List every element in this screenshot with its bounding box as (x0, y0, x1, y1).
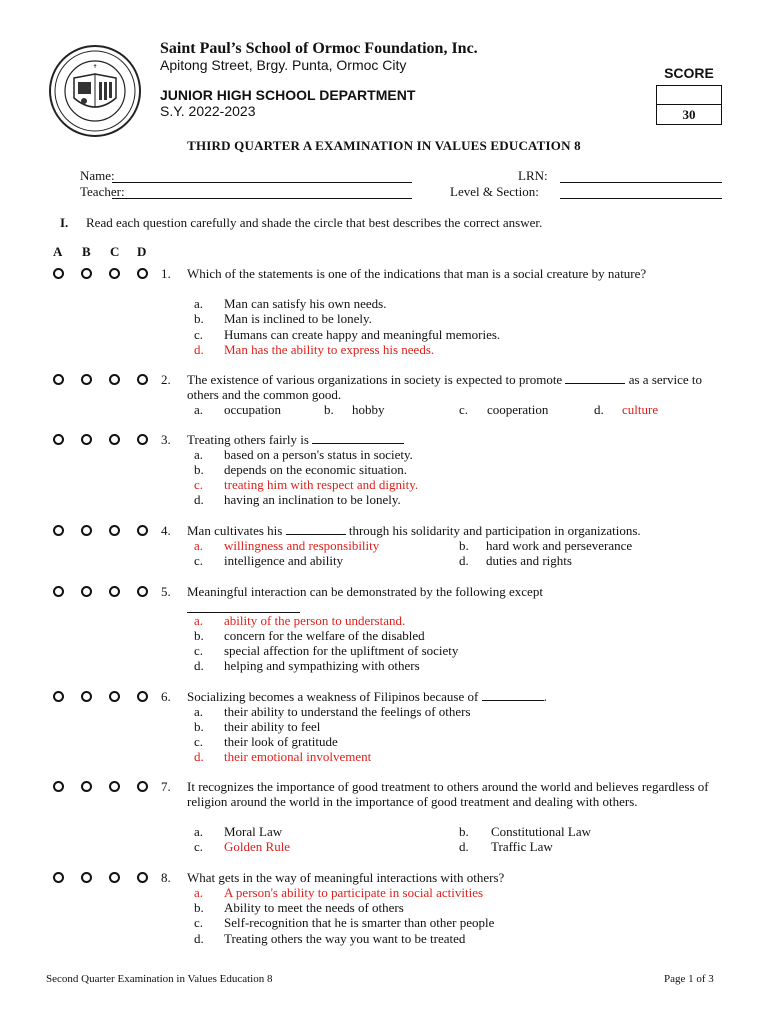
score-blank[interactable] (657, 86, 721, 105)
bubble-q4-d[interactable] (137, 525, 148, 536)
option-c: c. cooperation (459, 402, 549, 417)
bubble-q3-a[interactable] (53, 434, 64, 445)
footer-exam-name: Second Quarter Examination in Values Education 8 (46, 973, 273, 985)
option-a: a. based on a person's status in society. (194, 447, 413, 462)
bubble-q2-a[interactable] (53, 374, 64, 385)
bubble-q6-c[interactable] (109, 691, 120, 702)
exam-title: THIRD QUARTER A EXAMINATION IN VALUES EDUCATION 8 (187, 138, 581, 153)
score-label: SCORE (664, 65, 714, 81)
bubble-q5-b[interactable] (81, 586, 92, 597)
teacher-label: Teacher: (80, 184, 125, 199)
column-a-header: A (53, 244, 63, 259)
school-year: S.Y. 2022-2023 (160, 103, 256, 119)
column-d-header: D (137, 244, 147, 259)
option-b: b. hard work and perseverance (459, 538, 633, 553)
option-a: a. Man can satisfy his own needs. (194, 296, 387, 311)
question-text: Which of the statements is one of the indications that man is a social creature by nature? (187, 266, 647, 281)
school-name: Saint Paul’s School of Ormoc Foundation, Inc. (160, 40, 478, 57)
question-number: 7. (161, 779, 171, 794)
bubble-q4-c[interactable] (109, 525, 120, 536)
option-c: c. Humans can create happy and meaningful memories. (194, 327, 501, 342)
score-box (656, 85, 722, 125)
question-number: 2. (161, 372, 171, 387)
bubble-q1-c[interactable] (109, 268, 120, 279)
name-label: Name: (80, 168, 115, 183)
question-number: 3. (161, 432, 171, 447)
bubble-q7-c[interactable] (109, 781, 120, 792)
svg-text:✝: ✝ (92, 64, 98, 70)
bubble-q3-d[interactable] (137, 434, 148, 445)
school-seal-logo (48, 44, 142, 138)
bubble-q7-d[interactable] (137, 781, 148, 792)
bubble-q3-b[interactable] (81, 434, 92, 445)
score-total: 30 (682, 107, 696, 122)
option-b: b. Ability to meet the needs of others (194, 900, 404, 915)
option-d: d. duties and rights (459, 553, 572, 568)
question-text: Treating others fairly is (187, 432, 687, 447)
bubble-q5-c[interactable] (109, 586, 120, 597)
option-a-answer: a. willingness and responsibility (194, 538, 380, 553)
option-c-answer: c. treating him with respect and dignity. (194, 477, 419, 492)
column-b-header: B (82, 244, 91, 259)
lrn-label: LRN: (518, 168, 548, 183)
answer-blank (312, 433, 404, 444)
question-text: What gets in the way of meaningful interactions with others? (187, 870, 505, 885)
option-d-answer: d. their emotional involvement (194, 749, 372, 764)
question-text: The existence of various organizations in society is expected to promote as a service to others and the common good. (187, 372, 702, 402)
option-d: d. Treating others the way you want to be treated (194, 931, 466, 946)
instructions-text: Read each question carefully and shade the circle that best describes the correct answer. (86, 215, 543, 230)
bubble-q5-a[interactable] (53, 586, 64, 597)
bubble-q6-b[interactable] (81, 691, 92, 702)
option-b: b. Man is inclined to be lonely. (194, 311, 372, 326)
bubble-q3-c[interactable] (109, 434, 120, 445)
option-b: b. concern for the welfare of the disabled (194, 628, 425, 643)
bubble-q6-d[interactable] (137, 691, 148, 702)
bubble-q8-a[interactable] (53, 872, 64, 883)
option-a-answer: a. A person's ability to participate in social activities (194, 885, 484, 900)
option-d-answer: d. Man has the ability to express his needs. (194, 342, 435, 357)
level-section-label: Level & Section: (450, 184, 539, 199)
name-field[interactable] (112, 182, 412, 183)
option-d-answer: d. culture (594, 402, 659, 417)
option-c-answer: c. Golden Rule (194, 839, 291, 854)
option-c: c. special affection for the upliftment of society (194, 643, 459, 658)
bubble-q1-b[interactable] (81, 268, 92, 279)
question-number: 1. (161, 266, 171, 281)
bubble-q8-d[interactable] (137, 872, 148, 883)
bubble-q2-c[interactable] (109, 374, 120, 385)
part-number: I. (60, 215, 69, 230)
bubble-q5-d[interactable] (137, 586, 148, 597)
option-c: c. their look of gratitude (194, 734, 338, 749)
option-b: b. Constitutional Law (459, 824, 592, 839)
bubble-q8-b[interactable] (81, 872, 92, 883)
question-number: 6. (161, 689, 171, 704)
question-text: Socializing becomes a weakness of Filipinos because of . (187, 689, 547, 704)
answer-blank (565, 373, 625, 384)
teacher-field[interactable] (112, 198, 412, 199)
bubble-q4-a[interactable] (53, 525, 64, 536)
option-c: c. intelligence and ability (194, 553, 344, 568)
answer-blank (286, 524, 346, 535)
bubble-q7-b[interactable] (81, 781, 92, 792)
question-text: It recognizes the importance of good treatment to others around the world and believes regardless of religion around the world in the importance of good treatment and dealing with others. (187, 779, 709, 809)
column-c-header: C (110, 244, 120, 259)
option-d: d. having an inclination to be lonely. (194, 492, 401, 507)
school-address: Apitong Street, Brgy. Punta, Ormoc City (160, 57, 407, 73)
bubble-q2-d[interactable] (137, 374, 148, 385)
option-d: d. helping and sympathizing with others (194, 658, 420, 673)
option-d: d. Traffic Law (459, 839, 553, 854)
bubble-q8-c[interactable] (109, 872, 120, 883)
option-a: a. Moral Law (194, 824, 283, 839)
answer-blank (482, 690, 544, 701)
question-number: 4. (161, 523, 171, 538)
department-name: JUNIOR HIGH SCHOOL DEPARTMENT (160, 87, 416, 103)
answer-blank (187, 598, 300, 613)
option-c: c. Self-recognition that he is smarter than other people (194, 915, 495, 930)
bubble-q2-b[interactable] (81, 374, 92, 385)
question-number: 5. (161, 584, 171, 599)
question-text: Man cultivates his through his solidarity and participation in organizations. (187, 523, 641, 538)
question-number: 8. (161, 870, 171, 885)
option-b: b. depends on the economic situation. (194, 462, 408, 477)
level-section-field[interactable] (560, 198, 722, 199)
bubble-q7-a[interactable] (53, 781, 64, 792)
question-text: Meaningful interaction can be demonstrated by the following except (187, 584, 543, 599)
option-b: b. their ability to feel (194, 719, 321, 734)
option-a: a. their ability to understand the feelings of others (194, 704, 471, 719)
bubble-q1-d[interactable] (137, 268, 148, 279)
page-number: Page 1 of 3 (664, 973, 714, 985)
lrn-field[interactable] (560, 182, 722, 183)
option-b: b. hobby (324, 402, 385, 417)
bubble-q4-b[interactable] (81, 525, 92, 536)
bubble-q1-a[interactable] (53, 268, 64, 279)
option-a: a. occupation (194, 402, 282, 417)
option-a-answer: a. ability of the person to understand. (194, 613, 406, 628)
bubble-q6-a[interactable] (53, 691, 64, 702)
